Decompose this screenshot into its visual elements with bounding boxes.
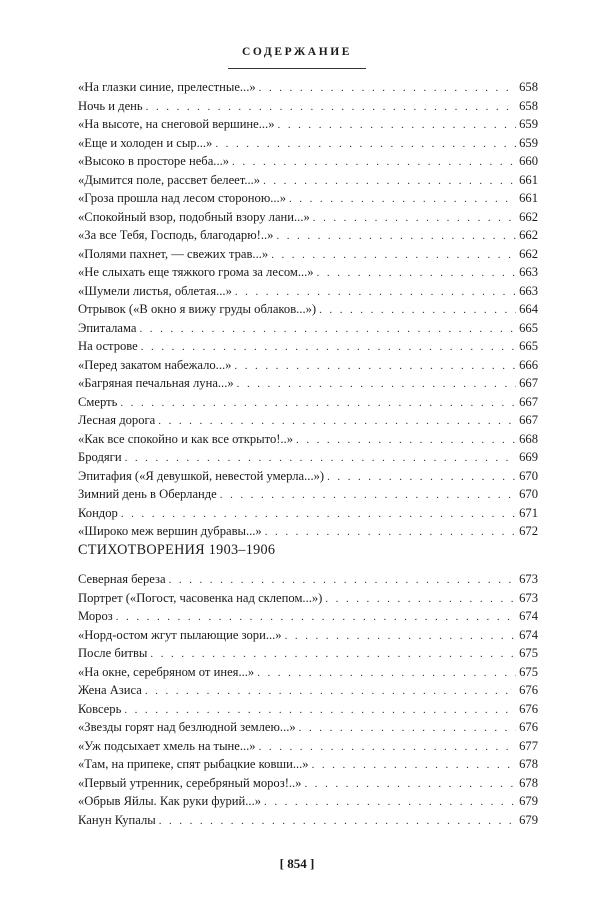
toc-entry (78, 282, 538, 301)
toc-entry-page: 667 (519, 376, 538, 390)
toc-entry (78, 663, 538, 682)
toc-entry-title: «Еще и холоден и сыр...» (78, 135, 213, 150)
toc-entry (78, 430, 538, 449)
toc-entry-page: 675 (519, 664, 538, 679)
toc-entry-title: «Багряная печальная луна...» (78, 376, 234, 390)
dot-leader (215, 135, 516, 154)
toc-entry-title: Кондор (78, 505, 118, 520)
dot-leader (259, 738, 517, 757)
toc-entry (78, 245, 538, 264)
dot-leader (235, 283, 516, 302)
toc-entry-page: 662 (519, 246, 538, 261)
toc-entry (78, 811, 538, 830)
toc-entry-page: 659 (519, 135, 538, 150)
dot-leader (313, 209, 516, 228)
toc-entry-page: 675 (519, 646, 538, 660)
dot-leader (124, 701, 516, 720)
dot-leader (145, 682, 516, 701)
dot-leader (125, 449, 517, 468)
toc-entry-title: Отрывок («В окно я вижу груды облаков...») (78, 302, 317, 316)
toc-entry-page: 666 (519, 357, 538, 372)
toc-entry-page: 672 (519, 524, 538, 538)
running-header: СОДЕРЖАНИЕ (241, 46, 353, 58)
dot-leader (116, 608, 516, 627)
dot-leader (319, 301, 516, 320)
toc-entry (78, 319, 538, 338)
dot-leader (234, 357, 516, 376)
dot-leader (140, 320, 517, 339)
toc-entry (78, 263, 538, 282)
toc-entry-title: Эпитафия («Я девушкой, невестой умерла...») (78, 468, 325, 483)
toc-list (78, 78, 538, 541)
dot-leader (146, 98, 516, 117)
toc-entry (78, 208, 538, 227)
dot-leader (257, 664, 516, 683)
toc-entry-page: 661 (519, 191, 538, 205)
toc-entry (78, 504, 538, 523)
dot-leader (259, 79, 516, 98)
toc-entry-page: 665 (519, 320, 538, 335)
toc-entry-page: 663 (519, 265, 538, 279)
toc-entry-title: «Не слыхать еще тяжкого грома за лесом...» (78, 265, 314, 279)
toc-entry-page: 668 (519, 431, 538, 446)
toc-entry-page: 667 (519, 413, 538, 427)
toc-entry-title: «Дымится поле, рассвет белеет...» (78, 172, 261, 187)
toc-entry-title: Бродяги (78, 450, 122, 464)
toc-entry-page: 679 (519, 794, 538, 808)
dot-leader (158, 412, 516, 431)
toc-entry-page: 673 (519, 572, 538, 586)
toc-entry-title: На острове (78, 339, 138, 353)
toc-entry (78, 626, 538, 645)
dot-leader (296, 431, 516, 450)
toc-entry (78, 607, 538, 626)
toc-entry (78, 522, 538, 541)
toc-entry-title: Эпиталама (78, 320, 137, 335)
toc-entry-title: Северная береза (78, 572, 166, 586)
toc-entry (78, 792, 538, 811)
toc-entry-page: 676 (519, 701, 538, 716)
dot-leader (120, 394, 516, 413)
dot-leader (299, 719, 516, 738)
toc-entry-title: Зимний день в Оберланде (78, 487, 217, 501)
toc-entry-page: 670 (519, 468, 538, 483)
toc-list-2 (78, 570, 538, 829)
dot-leader (237, 375, 516, 394)
toc-entry-title: Ковсерь (78, 701, 122, 716)
toc-entry-page: 676 (519, 683, 538, 697)
toc-entry-page: 671 (519, 505, 538, 520)
toc-entry (78, 755, 538, 774)
toc-entry (78, 115, 538, 134)
toc-entry-title: «На глазки синие, прелестные...» (78, 80, 256, 94)
toc-entry (78, 300, 538, 319)
toc-entry-title: «Первый утренник, серебряный мороз!..» (78, 775, 302, 790)
toc-entry (78, 393, 538, 412)
toc-entry-title: «Обрыв Яйлы. Как руки фурий...» (78, 794, 262, 808)
toc-entry (78, 171, 538, 190)
toc-entry-title: «Как все спокойно и как все открыто!..» (78, 431, 294, 446)
toc-entry-page: 673 (519, 590, 538, 605)
toc-entry-page: 664 (519, 302, 538, 316)
toc-entry (78, 152, 538, 171)
toc-entry (78, 718, 538, 737)
toc-entry-page: 674 (519, 627, 538, 642)
toc-entry-page: 678 (519, 757, 538, 771)
toc-entry (78, 681, 538, 700)
page-number: [ 854 ] (279, 856, 315, 871)
toc-entry-page: 676 (519, 720, 538, 734)
toc-entry (78, 337, 538, 356)
dot-leader (141, 338, 516, 357)
toc-entry (78, 134, 538, 153)
toc-entry (78, 189, 538, 208)
toc-entry-page: 662 (519, 228, 538, 242)
dot-leader (276, 227, 516, 246)
toc-entry-page: 670 (519, 487, 538, 501)
dot-leader (285, 627, 517, 646)
dot-leader (121, 505, 516, 524)
section-title: СТИХОТВОРЕНИЯ 1903–1906 (78, 542, 276, 558)
header-rule (228, 68, 366, 69)
toc-entry (78, 374, 538, 393)
toc-entry (78, 485, 538, 504)
toc-entry-title: Ночь и день (78, 98, 143, 113)
toc-entry-title: Мороз (78, 609, 113, 623)
toc-entry-title: «Норд-остом жгут пылающие зори...» (78, 627, 282, 642)
toc-entry-title: «Высоко в просторе неба...» (78, 154, 230, 168)
dot-leader (278, 116, 517, 135)
toc-entry-page: 660 (519, 154, 538, 168)
toc-entry-page: 659 (519, 117, 538, 131)
toc-entry-page: 667 (519, 394, 538, 409)
dot-leader (150, 645, 516, 664)
toc-entry-page: 658 (519, 80, 538, 94)
toc-entry (78, 774, 538, 793)
toc-entry-page: 678 (519, 775, 538, 790)
toc-entry-title: «За все Тебя, Господь, благодарю!..» (78, 228, 274, 242)
dot-leader (325, 590, 516, 609)
toc-entry-title: Смерть (78, 394, 118, 409)
toc-entry (78, 644, 538, 663)
dot-leader (304, 775, 516, 794)
toc-entry (78, 226, 538, 245)
toc-entry (78, 570, 538, 589)
dot-leader (159, 812, 516, 831)
dot-leader (271, 246, 516, 265)
toc-entry-title: «На высоте, на снеговой вершине...» (78, 117, 275, 131)
dot-leader (317, 264, 517, 283)
toc-entry-title: Лесная дорога (78, 413, 156, 427)
toc-entry (78, 467, 538, 486)
toc-entry (78, 737, 538, 756)
toc-entry-title: «Полями пахнет, — свежих трав...» (78, 246, 269, 261)
dot-leader (327, 468, 516, 487)
toc-entry-title: «Перед закатом набежало...» (78, 357, 232, 372)
toc-entry-title: Портрет («Погост, часовенка над склепом...») (78, 590, 323, 605)
toc-entry (78, 700, 538, 719)
toc-entry-page: 665 (519, 339, 538, 353)
toc-entry (78, 356, 538, 375)
toc-entry-page: 679 (519, 812, 538, 827)
toc-entry-title: «Гроза прошла над лесом стороною...» (78, 191, 286, 205)
toc-entry (78, 97, 538, 116)
toc-entry-page: 661 (519, 172, 538, 187)
toc-entry-title: «Уж подсыхает хмель на тыне...» (78, 738, 256, 753)
toc-entry-page: 669 (519, 450, 538, 464)
toc-entry-page: 674 (519, 609, 538, 623)
toc-entry-title: Жена Азиса (78, 683, 142, 697)
toc-entry-title: «На окне, серебряном от инея...» (78, 664, 255, 679)
toc-entry-page: 663 (519, 283, 538, 298)
dot-leader (220, 486, 516, 505)
dot-leader (289, 190, 516, 209)
dot-leader (263, 172, 516, 191)
toc-entry-page: 658 (519, 98, 538, 113)
toc-entry-title: Канун Купалы (78, 812, 156, 827)
toc-entry-title: После битвы (78, 646, 148, 660)
toc-entry (78, 448, 538, 467)
toc-entry-title: «Широко меж вершин дубравы...» (78, 524, 262, 538)
dot-leader (232, 153, 516, 172)
toc-entry (78, 78, 538, 97)
toc-entry-title: «Там, на припеке, спят рыбацкие ковши...» (78, 757, 309, 771)
dot-leader (264, 793, 516, 812)
dot-leader (312, 756, 517, 775)
toc-entry-title: «Шумели листья, облетая...» (78, 283, 232, 298)
toc-entry (78, 589, 538, 608)
toc-entry-page: 662 (519, 209, 538, 224)
dot-leader (169, 571, 517, 590)
toc-entry (78, 411, 538, 430)
toc-entry-page: 677 (519, 738, 538, 753)
toc-entry-title: «Звезды горят над безлюдной землею...» (78, 720, 296, 734)
dot-leader (265, 523, 516, 542)
toc-entry-title: «Спокойный взор, подобный взору лани...» (78, 209, 310, 224)
